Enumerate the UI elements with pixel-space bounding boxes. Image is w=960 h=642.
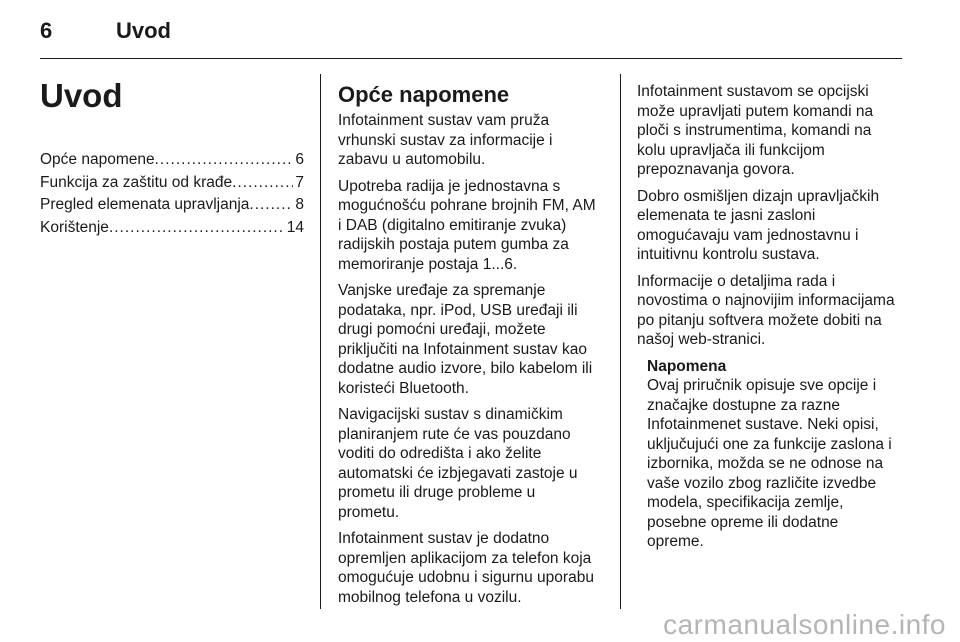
text-line: Infotainment sustavom se opcijski [637,83,869,100]
text-column-3 [637,82,905,552]
text-line: planiranjem rute će vas pouzdano [338,425,571,443]
note-box [637,357,905,552]
text-line: mogućnošću pohrane brojnih FM, AM [338,197,596,214]
toc-entry-label: Korištenje [40,218,109,236]
note-line: vaše vozilo zbog različite izvedbe [647,474,877,492]
toc-list [40,150,304,237]
paragraph [338,529,608,607]
text-line: novostima o najnovijim informacijama [637,292,895,309]
text-line: kolu upravljača ili funkcijom [637,141,825,159]
paragraph [637,82,905,180]
text-line: mobilnog telefona u vozilu. [338,588,522,606]
header-rule [40,58,902,59]
note-heading: Napomena [647,357,727,375]
toc-entry-page: 6 [295,151,304,168]
toc-entry[interactable] [40,173,304,193]
page-number: 6 [40,18,53,43]
text-line: ploči s instrumentima, komandi na [637,122,872,139]
column-divider-2 [620,74,621,609]
text-line: memoriranje postaja 1...6. [338,255,518,273]
note-line: Ovaj priručnik opisuje sve opcije i [647,377,877,394]
text-line: zabavu u automobilu. [338,151,486,168]
text-line: omogućuje udobnu i sigurnu uporabu [338,569,594,586]
text-line: prometu. [338,503,400,521]
note-body [647,376,905,552]
toc-entry[interactable] [40,218,304,238]
text-line: Infotainment sustav je dodatno [338,530,550,547]
text-line: i DAB (digitalno emitiranje zvuka) [338,216,567,234]
toc-entry-page: 14 [286,218,304,236]
chapter-title: Uvod [40,77,123,114]
text-line: koristeći Bluetooth. [338,379,469,397]
column-divider-1 [320,74,321,609]
text-line: omogućavaju vam jednostavnu i [637,226,859,244]
text-line: drugi pomoćni uređaji, možete [338,321,546,338]
note-line: modela, specifikacija zemlje, [647,494,844,511]
text-line: Upotreba radija je jednostavna s [338,177,561,195]
toc-entry[interactable] [40,150,304,170]
paragraph [338,405,608,522]
toc-entry-label: Opće napomene [40,151,155,168]
paragraph [637,272,905,350]
text-line: Infotainment sustav vam pruža [338,112,550,129]
running-header: Uvod [116,18,171,43]
toc-column [40,76,304,240]
note-line: Infotainmenet sustave. Neki opisi, [647,416,879,433]
text-line: priključiti na Infotainment sustav kao [338,340,587,358]
text-line: Vanjske uređaje za spremanje [338,282,546,299]
toc-leader-dots [155,150,294,170]
text-line: prometu ili druge probleme u [338,484,536,501]
text-line: opremljen aplikacijom za telefon koja [338,549,592,567]
toc-leader-dots [249,195,293,215]
paragraph [338,177,608,275]
toc-entry[interactable] [40,195,304,215]
paragraph [637,187,905,265]
column-2-body [338,111,608,607]
text-line: prepoznavanja govora. [637,161,795,178]
text-line: našoj web-stranici. [637,331,766,348]
toc-leader-dots [109,218,285,238]
note-line: uključujući one za funkcije zaslona i [647,435,892,453]
note-line: značajke dostupne za razne [647,396,841,414]
toc-entry-page: 7 [295,173,304,191]
note-line: izbornika, možda se ne odnose na [647,455,884,472]
note-line: posebne opreme ili dodatne [647,513,839,531]
toc-leader-dots [232,173,293,193]
paragraph [338,281,608,398]
text-line: podataka, npr. iPod, USB uređaji ili [338,301,578,319]
text-line: po pitanju softvera možete dobiti na [637,311,882,329]
note-line: opreme. [647,533,704,550]
text-line: Informacije o detaljima rada i [637,272,836,290]
text-line: vrhunski sustav za informacije i [338,131,553,149]
section-title: Opće napomene [338,82,510,107]
text-line: može upravljati putem komandi na [637,102,874,120]
text-line: Dobro osmišljen dizajn upravljačkih [637,187,880,205]
text-line: intuitivnu kontrolu sustava. [637,246,820,263]
text-line: voditi do odredišta i ako želite [338,445,542,462]
text-column-2 [338,82,608,614]
text-line: dodatne audio izvore, bilo kabelom ili [338,360,593,377]
toc-entry-page: 8 [295,196,304,213]
watermark: carmanualsonline.info [663,609,946,640]
text-line: radijskih postaja putem gumba za [338,236,569,253]
toc-entry-label: Funkcija za zaštitu od krađe [40,173,233,191]
text-line: automatski će izbjegavati zastoje u [338,464,578,482]
paragraph [338,111,608,170]
column-3-body [637,82,905,350]
text-line: elemenata te jasni zasloni [637,207,816,224]
text-line: Navigacijski sustav s dinamičkim [338,406,563,423]
toc-entry-label: Pregled elemenata upravljanja [40,196,250,213]
